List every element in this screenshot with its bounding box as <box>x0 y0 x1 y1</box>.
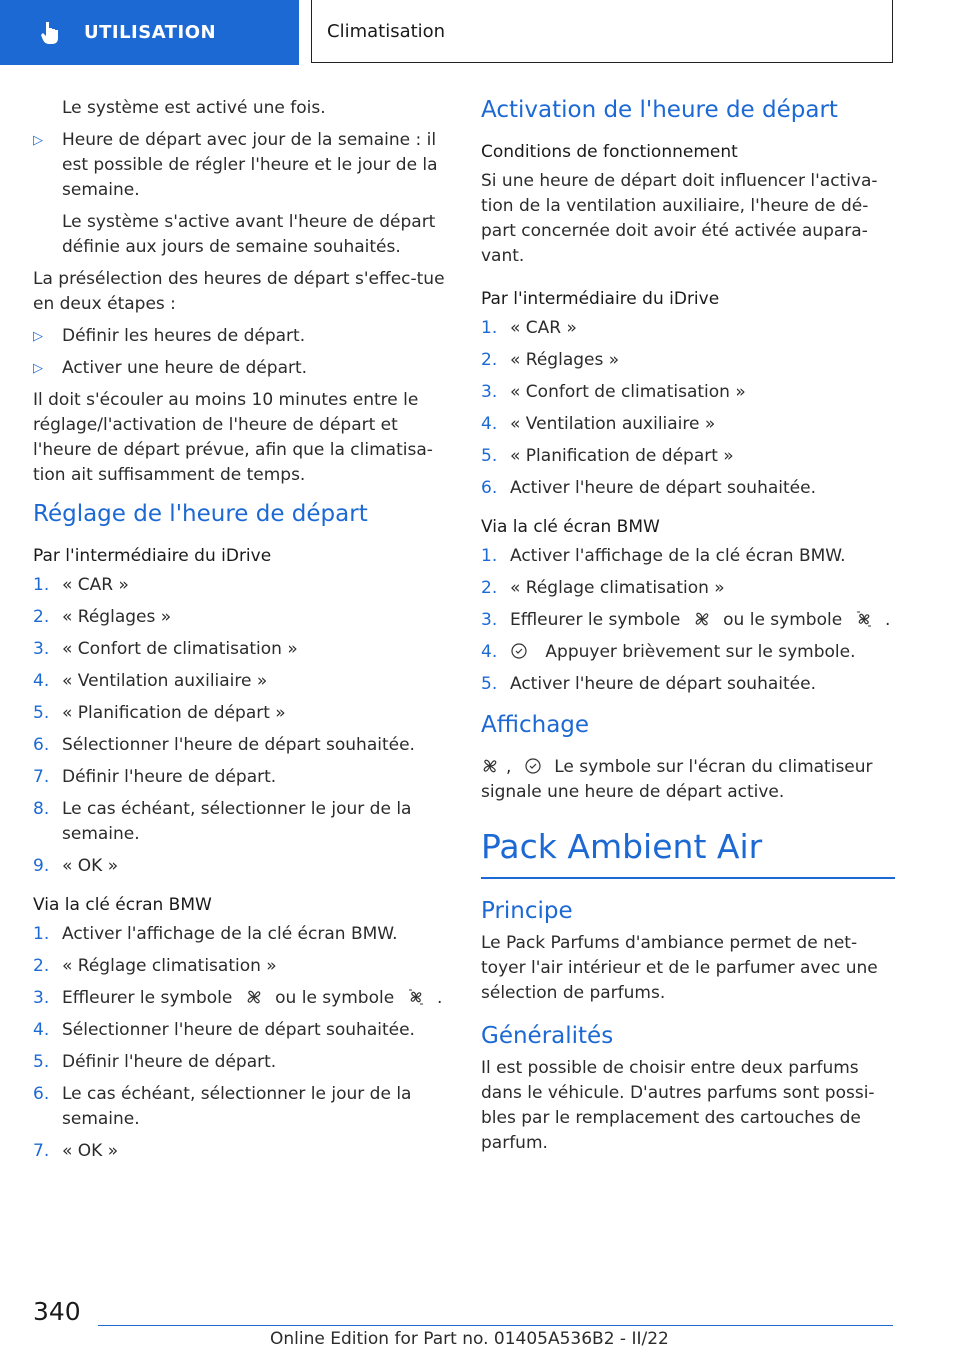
pointing-hand-icon <box>38 20 64 46</box>
footer-divider <box>98 1325 893 1326</box>
bullet-text: Définir les heures de départ. <box>62 326 306 346</box>
section-heading: Affichage <box>481 712 590 738</box>
paragraph: Il doit s'écouler au moins 10 minutes entre le réglage/l'activation de l'heure de départ et l'heure de départ prévue, afin que la climatisa-tion ait suffisamment de temps. <box>33 390 433 485</box>
section-heading: Réglage de l'heure de départ <box>33 501 368 527</box>
list-item: 1. Activer l'affichage de la clé écran BMW. <box>481 546 846 566</box>
list-item: 2. « Réglages » <box>481 350 620 370</box>
list-item: 2. « Réglage climatisation » <box>33 956 277 976</box>
list-item: 2. « Réglage climatisation » <box>481 578 725 598</box>
chapter-header <box>311 0 893 63</box>
chapter-label: Climatisation <box>327 20 446 42</box>
idrive-steps-list <box>481 316 895 501</box>
list-item: 3. « Confort de climatisation » <box>33 639 298 659</box>
list-item: 6. Activer l'heure de départ souhaitée. <box>481 478 816 498</box>
edition-footer: Online Edition for Part no. 01405A536B2 - II/22 <box>270 1329 669 1349</box>
paragraph: La présélection des heures de départ s'effec-tue en deux étapes : <box>33 269 445 314</box>
section-heading: Généralités <box>481 1022 614 1049</box>
bullet-text: Activer une heure de départ. <box>62 358 308 378</box>
list-item: 3. Effleurer le symbole ou le symbole . <box>481 610 891 630</box>
list-item: 4. Sélectionner l'heure de départ souhaitée. <box>33 1020 415 1040</box>
right-column <box>481 96 895 1163</box>
bullet-item <box>33 356 448 381</box>
section-heading: Activation de l'heure de départ <box>481 97 838 123</box>
list-item: 5. « Planification de départ » <box>481 446 734 466</box>
list-item: 5. Activer l'heure de départ souhaitée. <box>481 674 816 694</box>
sub-heading: Via la clé écran BMW <box>481 517 660 537</box>
list-item: 6. Sélectionner l'heure de départ souhaitée. <box>33 735 415 755</box>
list-item: 7. « OK » <box>33 1141 119 1161</box>
list-item: 1. « CAR » <box>481 318 577 338</box>
paragraph: Le système est activé une fois. <box>62 98 326 118</box>
sub-heading: Via la clé écran BMW <box>33 895 212 915</box>
list-item: 1. « CAR » <box>33 575 129 595</box>
bullet-text: Heure de départ avec jour de la semaine : il est possible de régler l'heure et le jour de la semaine. <box>62 130 438 200</box>
left-column <box>33 96 448 1178</box>
list-item: 4. « Ventilation auxiliaire » <box>481 414 716 434</box>
list-item: 5. « Planification de départ » <box>33 703 286 723</box>
paragraph: Il est possible de choisir entre deux parfums dans le véhicule. D'autres parfums sont possi-bles par le remplacement des cartouches de parfum. <box>481 1057 875 1153</box>
list-item: 6. Le cas échéant, sélectionner le jour de la semaine. <box>33 1084 412 1129</box>
key-steps-list <box>481 544 895 697</box>
page-number: 340 <box>33 1297 81 1326</box>
list-item: 5. Définir l'heure de départ. <box>33 1052 277 1072</box>
bullet-item <box>33 128 448 203</box>
list-item: 7. Définir l'heure de départ. <box>33 767 277 787</box>
list-item: 4. « Ventilation auxiliaire » <box>33 671 268 691</box>
list-item: 8. Le cas échéant, sélectionner le jour de la semaine. <box>33 799 412 844</box>
paragraph: Le Pack Parfums d'ambiance permet de net-toyer l'air intérieur et de le parfumer avec une sélection de parfums. <box>481 932 878 1003</box>
triangle-bullet-icon: ▷ <box>33 361 43 376</box>
section-heading: Principe <box>481 897 573 924</box>
fan-icon <box>693 610 711 628</box>
heading-divider <box>481 877 895 879</box>
list-item: 3. « Confort de climatisation » <box>481 382 746 402</box>
triangle-bullet-icon: ▷ <box>33 133 43 148</box>
triangle-bullet-icon: ▷ <box>33 329 43 344</box>
sub-heading: Par l'intermédiaire du iDrive <box>33 546 272 566</box>
list-item: 1. Activer l'affichage de la clé écran BMW. <box>33 924 398 944</box>
idrive-steps-list <box>33 573 448 879</box>
key-steps-list <box>33 922 448 1164</box>
section-label: UTILISATION <box>84 22 217 43</box>
list-item: 2. « Réglages » <box>33 607 172 627</box>
list-item: 9. « OK » <box>33 856 119 876</box>
sub-heading: Conditions de fonctionnement <box>481 142 738 162</box>
sub-heading: Par l'intermédiaire du iDrive <box>481 289 720 309</box>
timer-icon <box>510 642 528 660</box>
paragraph: , Le symbole sur l'écran du climatiseur signale une heure de départ active. <box>481 757 873 802</box>
timer-icon <box>524 757 542 775</box>
chapter-heading: Pack Ambient Air <box>481 827 763 866</box>
paragraph: Le système s'active avant l'heure de départ définie aux jours de semaine souhaités. <box>62 212 436 257</box>
fan-icon <box>245 988 263 1006</box>
section-tab <box>0 0 299 65</box>
fan-icon <box>481 757 499 775</box>
list-item: 3. Effleurer le symbole ou le symbole . <box>33 988 443 1008</box>
paragraph: Si une heure de départ doit influencer l'activa-tion de la ventilation auxiliaire, l'heure de dé-part concernée doit avoir été activée aupara-vant. <box>481 171 878 266</box>
fan-schedule-icon <box>855 610 873 628</box>
fan-schedule-icon <box>407 988 425 1006</box>
list-item: 4. Appuyer brièvement sur le symbole. <box>481 642 856 662</box>
bullet-item <box>33 324 448 349</box>
